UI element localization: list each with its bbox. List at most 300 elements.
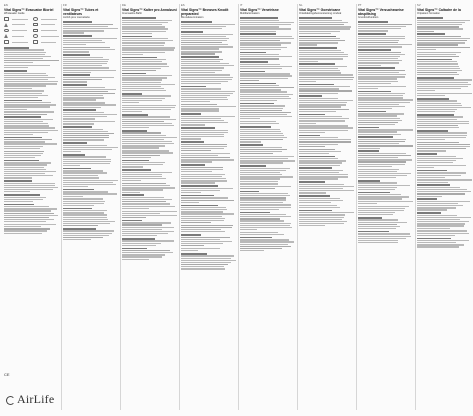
text-paragraph [299,86,354,94]
text-paragraph [181,248,236,251]
text-paragraph [358,169,413,179]
text-paragraph [417,156,472,164]
section-heading [240,126,295,128]
text-paragraph [417,230,472,236]
text-paragraph [4,151,59,159]
section-heading [181,141,236,143]
text-paragraph [240,204,295,210]
section-heading [240,71,295,73]
symbol-icon [4,34,8,38]
section-heading [63,208,118,210]
product-title: Vital Signs™ Browses Knodit preparated [181,8,229,16]
section-heading [63,84,118,86]
text-paragraph [63,198,118,206]
text-paragraph [122,105,177,113]
text-paragraph [63,57,118,73]
text-paragraph [417,240,472,248]
text-paragraph [122,20,177,34]
section-heading [240,17,295,19]
text-paragraph [299,170,354,180]
section-heading [358,136,413,138]
section-heading [122,130,177,132]
product-subtitle: Grundzeitfunktion [358,16,379,19]
product-title: Vital Signs™ Evacuator Bioriel [4,8,54,12]
text-paragraph [240,214,295,230]
column-divider [238,4,239,410]
section-heading [417,114,472,116]
text-paragraph [181,51,236,54]
text-paragraph [181,104,236,112]
section-heading [181,164,236,166]
text-paragraph [299,38,354,46]
language-code: IT [240,4,243,7]
text-paragraph [122,45,177,55]
text-paragraph [4,102,59,110]
product-subtitle: ALIAS prev mercatiarte [63,16,90,19]
language-code: ES [181,4,185,7]
text-paragraph [122,162,177,168]
section-heading [358,127,413,129]
section-heading [299,210,354,212]
text-paragraph [63,177,118,187]
section-heading [122,238,177,240]
text-paragraph [122,95,177,103]
section-heading [181,127,236,129]
section-heading [122,17,177,19]
section-heading [417,130,472,132]
section-heading [181,185,236,187]
section-heading [299,84,354,86]
section-heading [63,54,118,56]
symbol-icon [4,40,9,44]
text-paragraph [181,255,236,269]
text-paragraph [358,86,413,89]
ce-mark: CE [4,372,10,377]
product-title: Vital Signs™ Goestricane [299,8,341,12]
section-heading [63,154,118,156]
language-code: DE [122,4,127,7]
section-heading [122,36,177,38]
section-heading [299,17,354,19]
product-title: Vital Signs™ Tubes et ventilateurs [63,8,99,16]
text-paragraph [63,145,118,153]
section-heading [4,100,59,102]
text-paragraph [299,137,354,147]
section-heading [358,91,413,93]
language-code: NL [299,4,303,7]
text-paragraph [417,36,472,50]
text-paragraph [122,211,177,219]
text-paragraph [417,52,472,58]
section-heading [4,116,59,118]
text-paragraph [122,150,177,158]
text-paragraph [417,79,472,91]
section-heading [4,70,59,72]
symbol-icon [33,34,38,38]
text-paragraph [181,174,236,184]
section-heading [181,56,236,58]
text-paragraph [358,129,413,135]
section-heading [358,49,413,51]
language-column-en [4,4,59,366]
section-heading [122,194,177,196]
text-paragraph [181,207,236,223]
text-paragraph [240,73,295,81]
section-heading [358,217,413,219]
section-heading [63,109,118,111]
text-paragraph [358,113,413,125]
text-paragraph [240,85,295,101]
text-paragraph [358,219,413,229]
text-paragraph [299,184,354,194]
text-paragraph [240,64,295,70]
text-paragraph [181,130,236,140]
text-paragraph [358,36,413,48]
section-heading [240,103,295,105]
text-paragraph [358,153,413,167]
column-divider [297,4,298,410]
section-heading [240,61,295,63]
section-heading [240,237,295,239]
text-paragraph [240,129,295,143]
section-heading [122,57,177,59]
section-heading [122,169,177,171]
section-heading [299,135,354,137]
text-paragraph [4,139,59,149]
symbol-legend [4,17,59,44]
text-paragraph [240,147,295,155]
text-paragraph [240,232,295,235]
symbol-icon [4,17,9,21]
text-paragraph [63,87,118,101]
section-heading [417,238,472,240]
text-paragraph [417,61,472,75]
text-paragraph [4,73,59,89]
text-paragraph [181,167,236,173]
text-paragraph [181,88,236,102]
section-heading [4,160,59,162]
text-paragraph [63,24,118,34]
text-paragraph [417,142,472,152]
text-paragraph [63,112,118,120]
text-paragraph [4,206,59,222]
text-paragraph [122,197,177,209]
symbol-label [41,36,60,37]
text-paragraph [4,49,59,63]
symbol-icon [33,23,38,27]
text-paragraph [240,20,295,32]
text-paragraph [181,59,236,73]
text-paragraph [63,191,118,197]
text-paragraph [240,183,295,189]
section-heading [63,189,118,191]
symbol-label [41,19,57,20]
text-paragraph [240,105,295,119]
section-heading [181,31,236,33]
text-paragraph [122,38,177,44]
section-heading [358,33,413,35]
text-paragraph [181,144,236,152]
section-heading [63,126,118,128]
section-heading [358,67,413,69]
text-paragraph [358,206,413,216]
text-paragraph [417,132,472,140]
section-heading [299,156,354,158]
text-paragraph [240,168,295,182]
product-title: Vital Signs™ Verzuchsweise abspiltsing [358,8,404,16]
section-heading [63,228,118,230]
section-heading [299,47,354,49]
section-heading [240,212,295,214]
text-paragraph [358,52,413,66]
text-paragraph [122,132,177,148]
section-heading [181,21,236,23]
text-paragraph [358,24,413,32]
product-subtitle: Wholesaler Guide [4,12,25,15]
text-paragraph [63,77,118,83]
section-heading [417,33,472,35]
text-paragraph [63,121,118,124]
product-subtitle: Bio-fedetermination [181,16,204,19]
section-heading [181,113,236,115]
section-heading [181,86,236,88]
symbol-label [41,42,56,43]
language-column-it [240,4,295,410]
section-heading [299,181,354,183]
text-paragraph [122,116,177,128]
text-paragraph [240,239,295,251]
brand-logo [6,392,54,407]
symbol-label [12,24,25,25]
text-paragraph [358,93,413,109]
language-code: PT [358,4,362,7]
symbol-icon [4,23,8,27]
section-heading [417,153,472,155]
language-code: FR [63,4,67,7]
text-paragraph [417,179,472,182]
language-code: SV [417,4,421,7]
symbol-icon [33,40,38,44]
section-heading [299,195,354,197]
section-heading [4,194,59,196]
section-heading [122,248,177,250]
text-paragraph [358,233,413,243]
product-subtitle: Ortpatient formation [417,12,440,15]
language-column-fr [63,4,118,410]
section-heading [181,195,236,197]
section-heading [417,170,472,172]
section-heading [63,21,118,23]
text-paragraph [4,119,59,135]
section-heading [358,111,413,113]
text-paragraph [299,158,354,166]
text-paragraph [4,90,59,98]
section-heading [63,142,118,144]
brand-name: AirLife [17,392,55,406]
text-paragraph [63,38,118,46]
text-paragraph [299,20,354,34]
text-paragraph [417,20,472,32]
text-paragraph [358,194,413,204]
column-divider [179,4,180,410]
text-paragraph [181,74,236,84]
column-divider [61,4,62,410]
text-paragraph [4,65,59,68]
section-heading [63,35,118,37]
text-paragraph [122,240,177,246]
text-paragraph [63,129,118,141]
section-heading [240,83,295,85]
text-paragraph [417,201,472,211]
text-paragraph [240,36,295,50]
language-column-de [122,4,177,410]
text-paragraph [63,230,118,240]
text-paragraph [240,121,295,124]
text-paragraph [4,183,59,193]
symbol-label [12,36,25,37]
column-divider [415,4,416,410]
language-column-es [181,4,236,410]
section-heading [417,77,472,79]
section-heading [122,220,177,222]
text-paragraph [299,98,354,112]
section-heading [417,184,472,186]
section-heading [63,168,118,170]
section-heading [4,137,59,139]
section-heading [417,59,472,61]
section-heading [240,165,295,167]
symbol-label [41,24,55,25]
text-paragraph [122,222,177,236]
text-paragraph [122,75,177,91]
text-paragraph [181,153,236,163]
text-paragraph [299,50,354,62]
text-paragraph [358,70,413,84]
text-paragraph [122,172,177,182]
text-paragraph [181,116,236,126]
text-paragraph [417,172,472,178]
text-paragraph [417,116,472,128]
section-heading [4,180,59,182]
section-heading [358,231,413,233]
symbol-label [12,19,28,20]
product-subtitle: Innensektiv-Bahli [122,12,142,15]
text-paragraph [417,187,472,197]
section-heading [299,63,354,65]
section-heading [299,36,354,38]
text-paragraph [240,193,295,203]
symbol-icon [33,17,38,21]
section-heading [358,180,413,182]
section-heading [358,21,413,23]
text-paragraph [181,188,236,194]
language-code: EN [4,4,9,7]
text-paragraph [63,210,118,226]
section-heading [63,74,118,76]
text-paragraph [122,59,177,71]
symbol-label [41,30,57,31]
section-heading [122,114,177,116]
text-paragraph [181,225,236,233]
section-heading [4,204,59,206]
section-heading [358,150,413,152]
text-paragraph [63,156,118,166]
section-heading [417,98,472,100]
section-heading [417,17,472,19]
section-heading [417,198,472,200]
section-heading [181,253,236,255]
section-heading [122,73,177,75]
product-title: Vital Signs™ Venetrisne [240,8,279,12]
text-paragraph [240,54,295,60]
text-paragraph [299,125,354,133]
symbol-icon [4,29,9,33]
section-heading [358,192,413,194]
symbol-label [12,42,29,43]
text-paragraph [299,66,354,82]
text-paragraph [417,100,472,112]
section-heading [417,212,472,214]
text-paragraph [63,102,118,108]
text-paragraph [181,24,236,30]
section-heading [299,114,354,116]
section-heading [181,205,236,207]
regulatory-footer [4,372,56,377]
text-paragraph [299,149,354,155]
section-heading [181,234,236,236]
text-paragraph [299,205,354,208]
text-paragraph [240,156,295,164]
text-paragraph [4,197,59,203]
logo-swirl-icon [6,396,15,405]
text-paragraph [181,34,236,50]
section-heading [299,167,354,169]
text-paragraph [4,224,59,234]
symbol-label [12,30,28,31]
section-heading [240,52,295,54]
section-heading [4,47,59,49]
section-heading [122,93,177,95]
section-heading [240,144,295,146]
symbol-icon [33,29,38,33]
text-paragraph [358,139,413,149]
text-paragraph [4,111,59,114]
product-subtitle: Ontwikkelingsbemonstersing rondval [299,12,342,15]
text-paragraph [299,198,354,204]
column-divider [356,4,357,410]
language-column-pt [358,4,413,410]
text-paragraph [417,93,472,96]
text-paragraph [122,250,177,260]
text-paragraph [299,116,354,124]
text-paragraph [417,165,472,168]
text-paragraph [417,215,472,229]
product-title: Vital Signs™ Caltadre de la [417,8,461,12]
text-paragraph [4,162,59,178]
text-paragraph [181,197,236,203]
product-title: Vital Signs™ Kalter pro Annalzuni [122,8,177,12]
text-paragraph [181,237,236,247]
section-heading [240,33,295,35]
text-paragraph [358,182,413,190]
column-divider [120,4,121,410]
text-paragraph [63,47,118,53]
text-paragraph [122,183,177,193]
language-column-sv [417,4,472,410]
section-heading [240,191,295,193]
language-column-nl [299,4,354,410]
product-subtitle: Multifactorisation [240,12,260,15]
